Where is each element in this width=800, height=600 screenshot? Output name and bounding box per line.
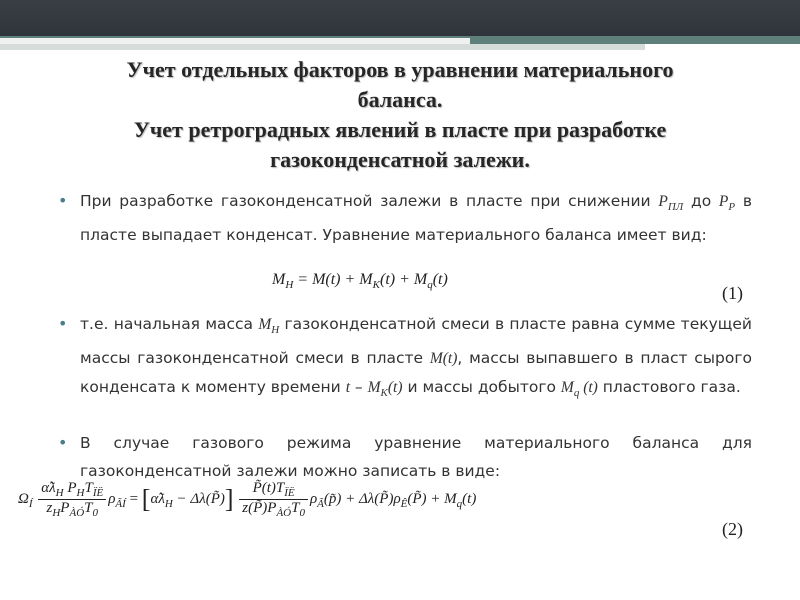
- equation-2: $\Omega_Í$ $\frac{\alphã\lambda_H P_HT_{ÏË}}{z_HP_{ÀÓ}T_0}$ $\rho_{ÃÍ}$ = [$\alphã\lambda_H$ − Δλ(P̃)] $\frac{P̃(t)T_{ÏË}}{z(P̃)P_{ÀÓ}T_0}$ $\rho_Ã(p̃)$ + $\Delta\lambda(P̃)\rho_Ê(P̃) + M_q(t)$: [18, 480, 477, 519]
- decor-stripe-white: [645, 44, 800, 54]
- title-line-2: баланса.: [357, 87, 443, 112]
- equation-1: $M_H = M(t) + M_K(t) + M_q(t)$: [272, 271, 448, 292]
- bullet-2: [58, 310, 752, 407]
- top-bar: [0, 0, 800, 36]
- equation-1-number: (1): [722, 283, 743, 303]
- bullet-3: [58, 429, 752, 485]
- bullet-dot: •: [58, 433, 68, 452]
- bullet-2-text: т.е. начальная масса $M_H$ газоконденсатной смеси в пласте равна сумме текущей массы газоконденсатной смеси в пласте M(t), массы выпавшего в пласт сырого конденсата к моменту времени t – $M_K(t)$ и массы добытого $M_q$ (t) пластового газа.: [80, 315, 752, 400]
- bullet-1: [58, 187, 752, 249]
- title-line-1: Учет отдельных факторов в уравнении материального: [126, 57, 674, 82]
- title-line-3: Учет ретроградных явлений в пласте при разработке: [133, 117, 667, 142]
- slide-title: [40, 55, 760, 175]
- fraction-2: $\frac{P̃(t)T_{ÏË}}{z(P̃)P_{ÀÓ}T_0}$: [239, 480, 308, 519]
- bullet-3-text: В случае газового режима уравнение материального баланса для газоконденсатной залежи можно записать в виде:: [80, 434, 752, 480]
- title-line-4: газоконденсатной залежи.: [270, 147, 530, 172]
- bullet-1-text: При разработке газоконденсатной залежи в пласте при снижении $P_{ПЛ}$ до $P_P$ в пласте выпадает конденсат. Уравнение материального баланса имеет вид:: [80, 192, 752, 245]
- fraction-1: $\frac{\alphã\lambda_H P_HT_{ÏË}}{z_HP_{ÀÓ}T_0}$: [38, 480, 106, 519]
- bullet-dot: •: [58, 314, 68, 333]
- bullet-dot: •: [58, 191, 68, 210]
- equation-2-number: (2): [722, 519, 743, 539]
